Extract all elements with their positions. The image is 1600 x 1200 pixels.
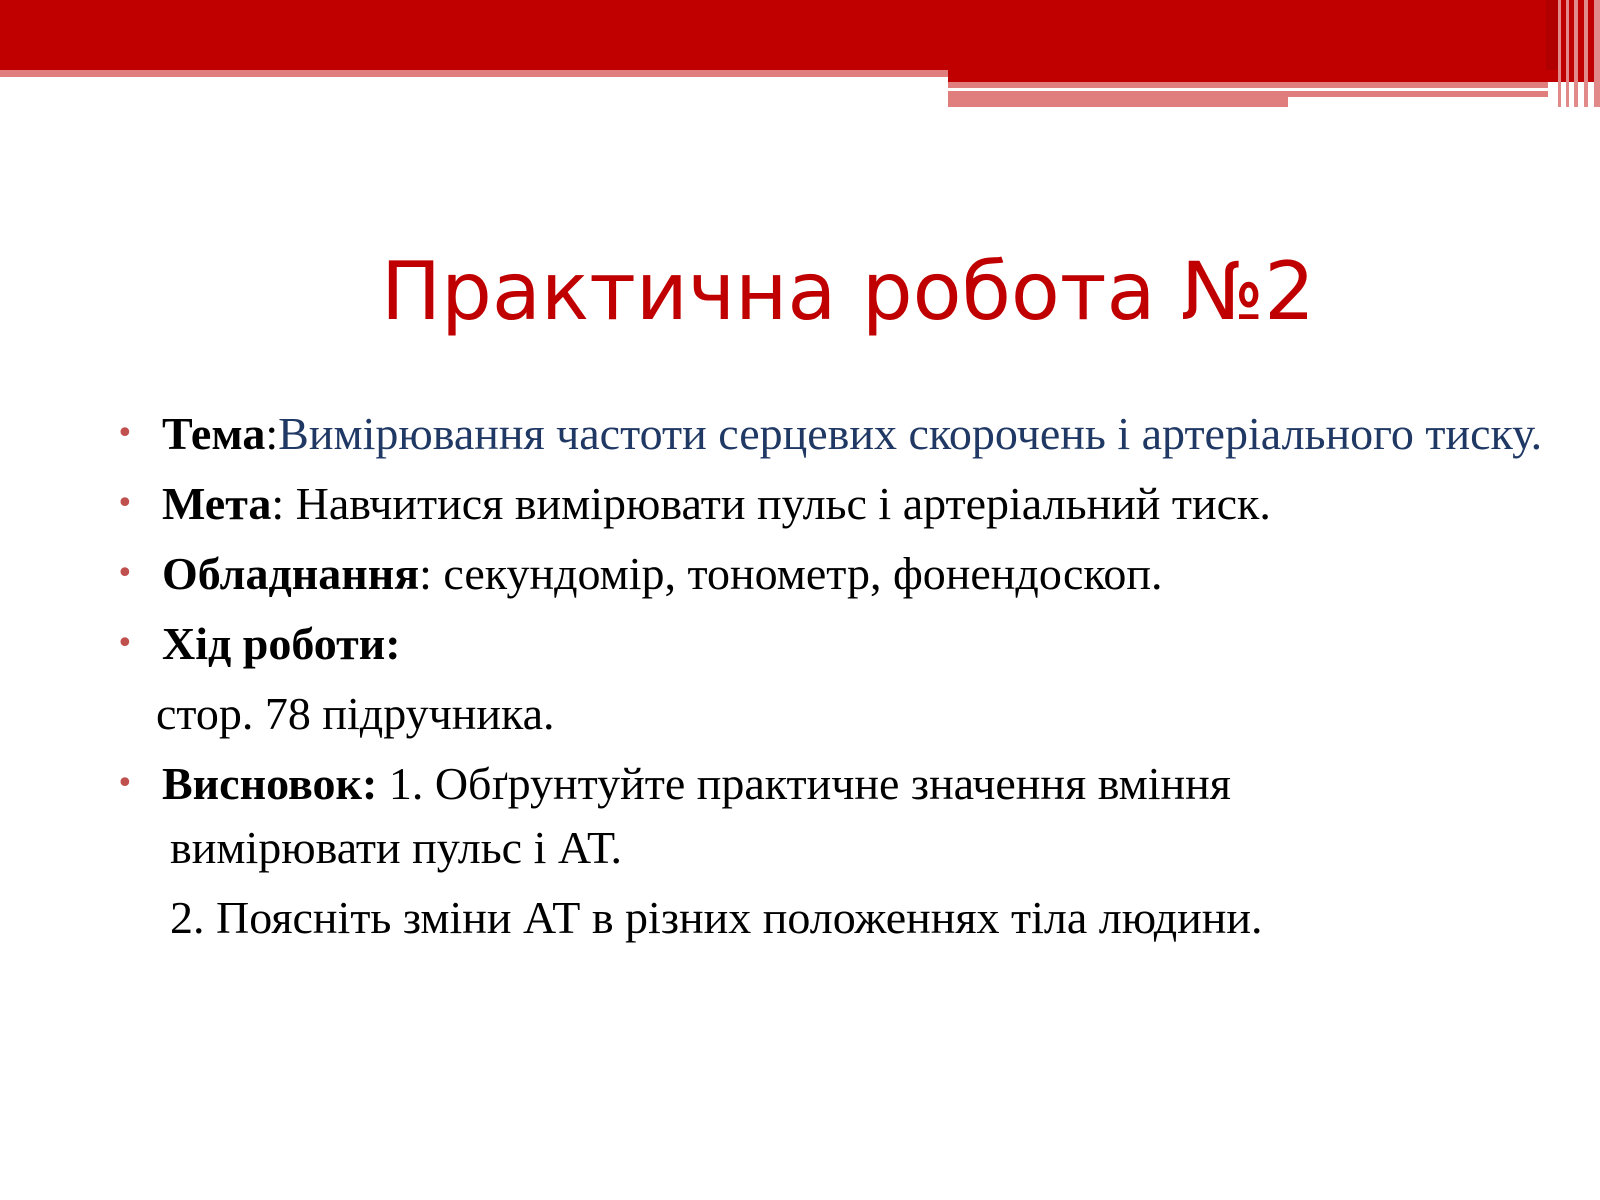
conclusion-label: Висновок:	[162, 758, 378, 809]
corner-line	[1558, 0, 1561, 107]
header-band	[0, 0, 1600, 70]
bullet-icon: •	[116, 486, 134, 521]
conclusion-line-2: вимірювати пульс і АТ.	[170, 822, 623, 873]
slide-content	[110, 402, 1570, 956]
equipment-label: Обладнання	[162, 548, 420, 599]
list-item-conclusion	[110, 752, 1570, 950]
corner-bar	[1546, 0, 1558, 70]
list-item-procedure	[110, 612, 1570, 676]
conclusion-text: 1. Обґрунтуйте практичне значення вміння	[377, 758, 1231, 809]
topic-label: Тема	[162, 408, 266, 459]
topic-text: Вимірювання частоти серцевих скорочень і артеріального тиску.	[278, 408, 1543, 459]
list-item-goal	[110, 472, 1570, 536]
corner-line	[1566, 0, 1569, 107]
procedure-label: Хід роботи:	[162, 618, 401, 669]
goal-text: : Навчитися вимірювати пульс і артеріальний тиск.	[271, 478, 1271, 529]
bullet-icon: •	[116, 556, 134, 591]
header-stripe-left	[0, 70, 948, 77]
list-item-equipment	[110, 542, 1570, 606]
slide-title: Практична робота №2	[380, 245, 1316, 338]
procedure-reference: стор. 78 підручника.	[156, 688, 555, 739]
bullet-icon: •	[116, 766, 134, 801]
corner-line	[1574, 0, 1578, 107]
bullet-icon: •	[116, 626, 134, 661]
goal-label: Мета	[162, 478, 272, 529]
conclusion-line-3: 2. Поясніть зміни АТ в різних положеннях тіла людини.	[170, 892, 1263, 943]
corner-line	[1584, 0, 1588, 107]
corner-line	[1594, 0, 1600, 107]
header-band-right	[948, 70, 1600, 82]
equipment-text: : секундомір, тонометр, фонендоскоп.	[419, 548, 1163, 599]
list-item-topic	[110, 402, 1570, 466]
header-stripe	[948, 97, 1288, 107]
bullet-icon: •	[116, 416, 134, 451]
topic-separator: :	[265, 408, 279, 459]
